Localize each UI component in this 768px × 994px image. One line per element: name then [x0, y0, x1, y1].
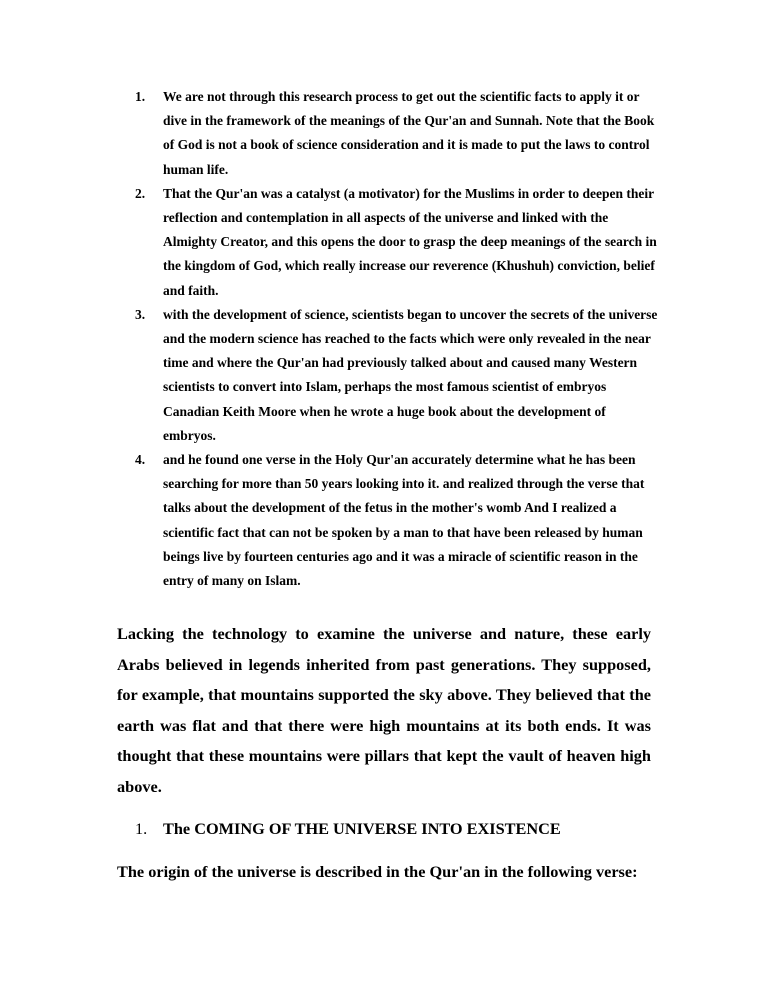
list-item-text: with the development of science, scientists began to uncover the secrets of the universe and the modern science has reached to the facts which were only revealed in the near time and where the Qur'an had previously talked about and caused many Western scientists to convert into Islam, perhaps the most famous scientist of embryos Canadian Keith Moore when he wrote a huge book about the development of embryos.	[163, 306, 658, 443]
closing-paragraph: The origin of the universe is described in the Qur'an in the following verse:	[117, 862, 638, 881]
section-heading	[135, 817, 561, 841]
list-item-number: 4.	[135, 452, 146, 468]
list-item	[135, 303, 660, 448]
list-item-text: We are not through this research process to get out the scientific facts to apply it or dive in the framework of the meanings of the Qur'an and Sunnah. Note that the Book of God is not a book of science consideration and it is made to put the laws to control human life.	[163, 89, 655, 177]
list-item-number: 2.	[135, 185, 146, 201]
numbered-list	[135, 85, 660, 593]
list-item-text: That the Qur'an was a catalyst (a motivator) for the Muslims in order to deepen their reflection and contemplation in all aspects of the universe and linked with the Almighty Creator, and this opens the door to grasp the deep meanings of the search in the kingdom of God, which really increase our reverence (Khushuh) conviction, belief and faith.	[163, 185, 657, 298]
body-paragraph: Lacking the technology to examine the universe and nature, these early Arabs believed in legends inherited from past generations. They supposed, for example, that mountains supported the sky above. They believed that the earth was flat and that there were high mountains at its both ends. It was thought that these mountains were pillars that kept the vault of heaven high above.	[117, 624, 651, 796]
list-item	[135, 448, 660, 593]
list-item	[135, 182, 660, 303]
section-heading-text: The COMING OF THE UNIVERSE INTO EXISTENCE	[163, 819, 561, 838]
list-item-text: and he found one verse in the Holy Qur'an accurately determine what he has been searching for more than 50 years looking into it. and realized through the verse that talks about the development of the fetus in the mother's womb And I realized a scientific fact that can not be spoken by a man to that have been released by human beings live by fourteen centuries ago and it was a miracle of scientific reason in the entry of many on Islam.	[163, 452, 645, 589]
section-heading-number: 1.	[135, 819, 148, 838]
list-item-number: 1.	[135, 89, 146, 104]
list-item-number: 3.	[135, 306, 146, 322]
list-item	[135, 85, 660, 182]
